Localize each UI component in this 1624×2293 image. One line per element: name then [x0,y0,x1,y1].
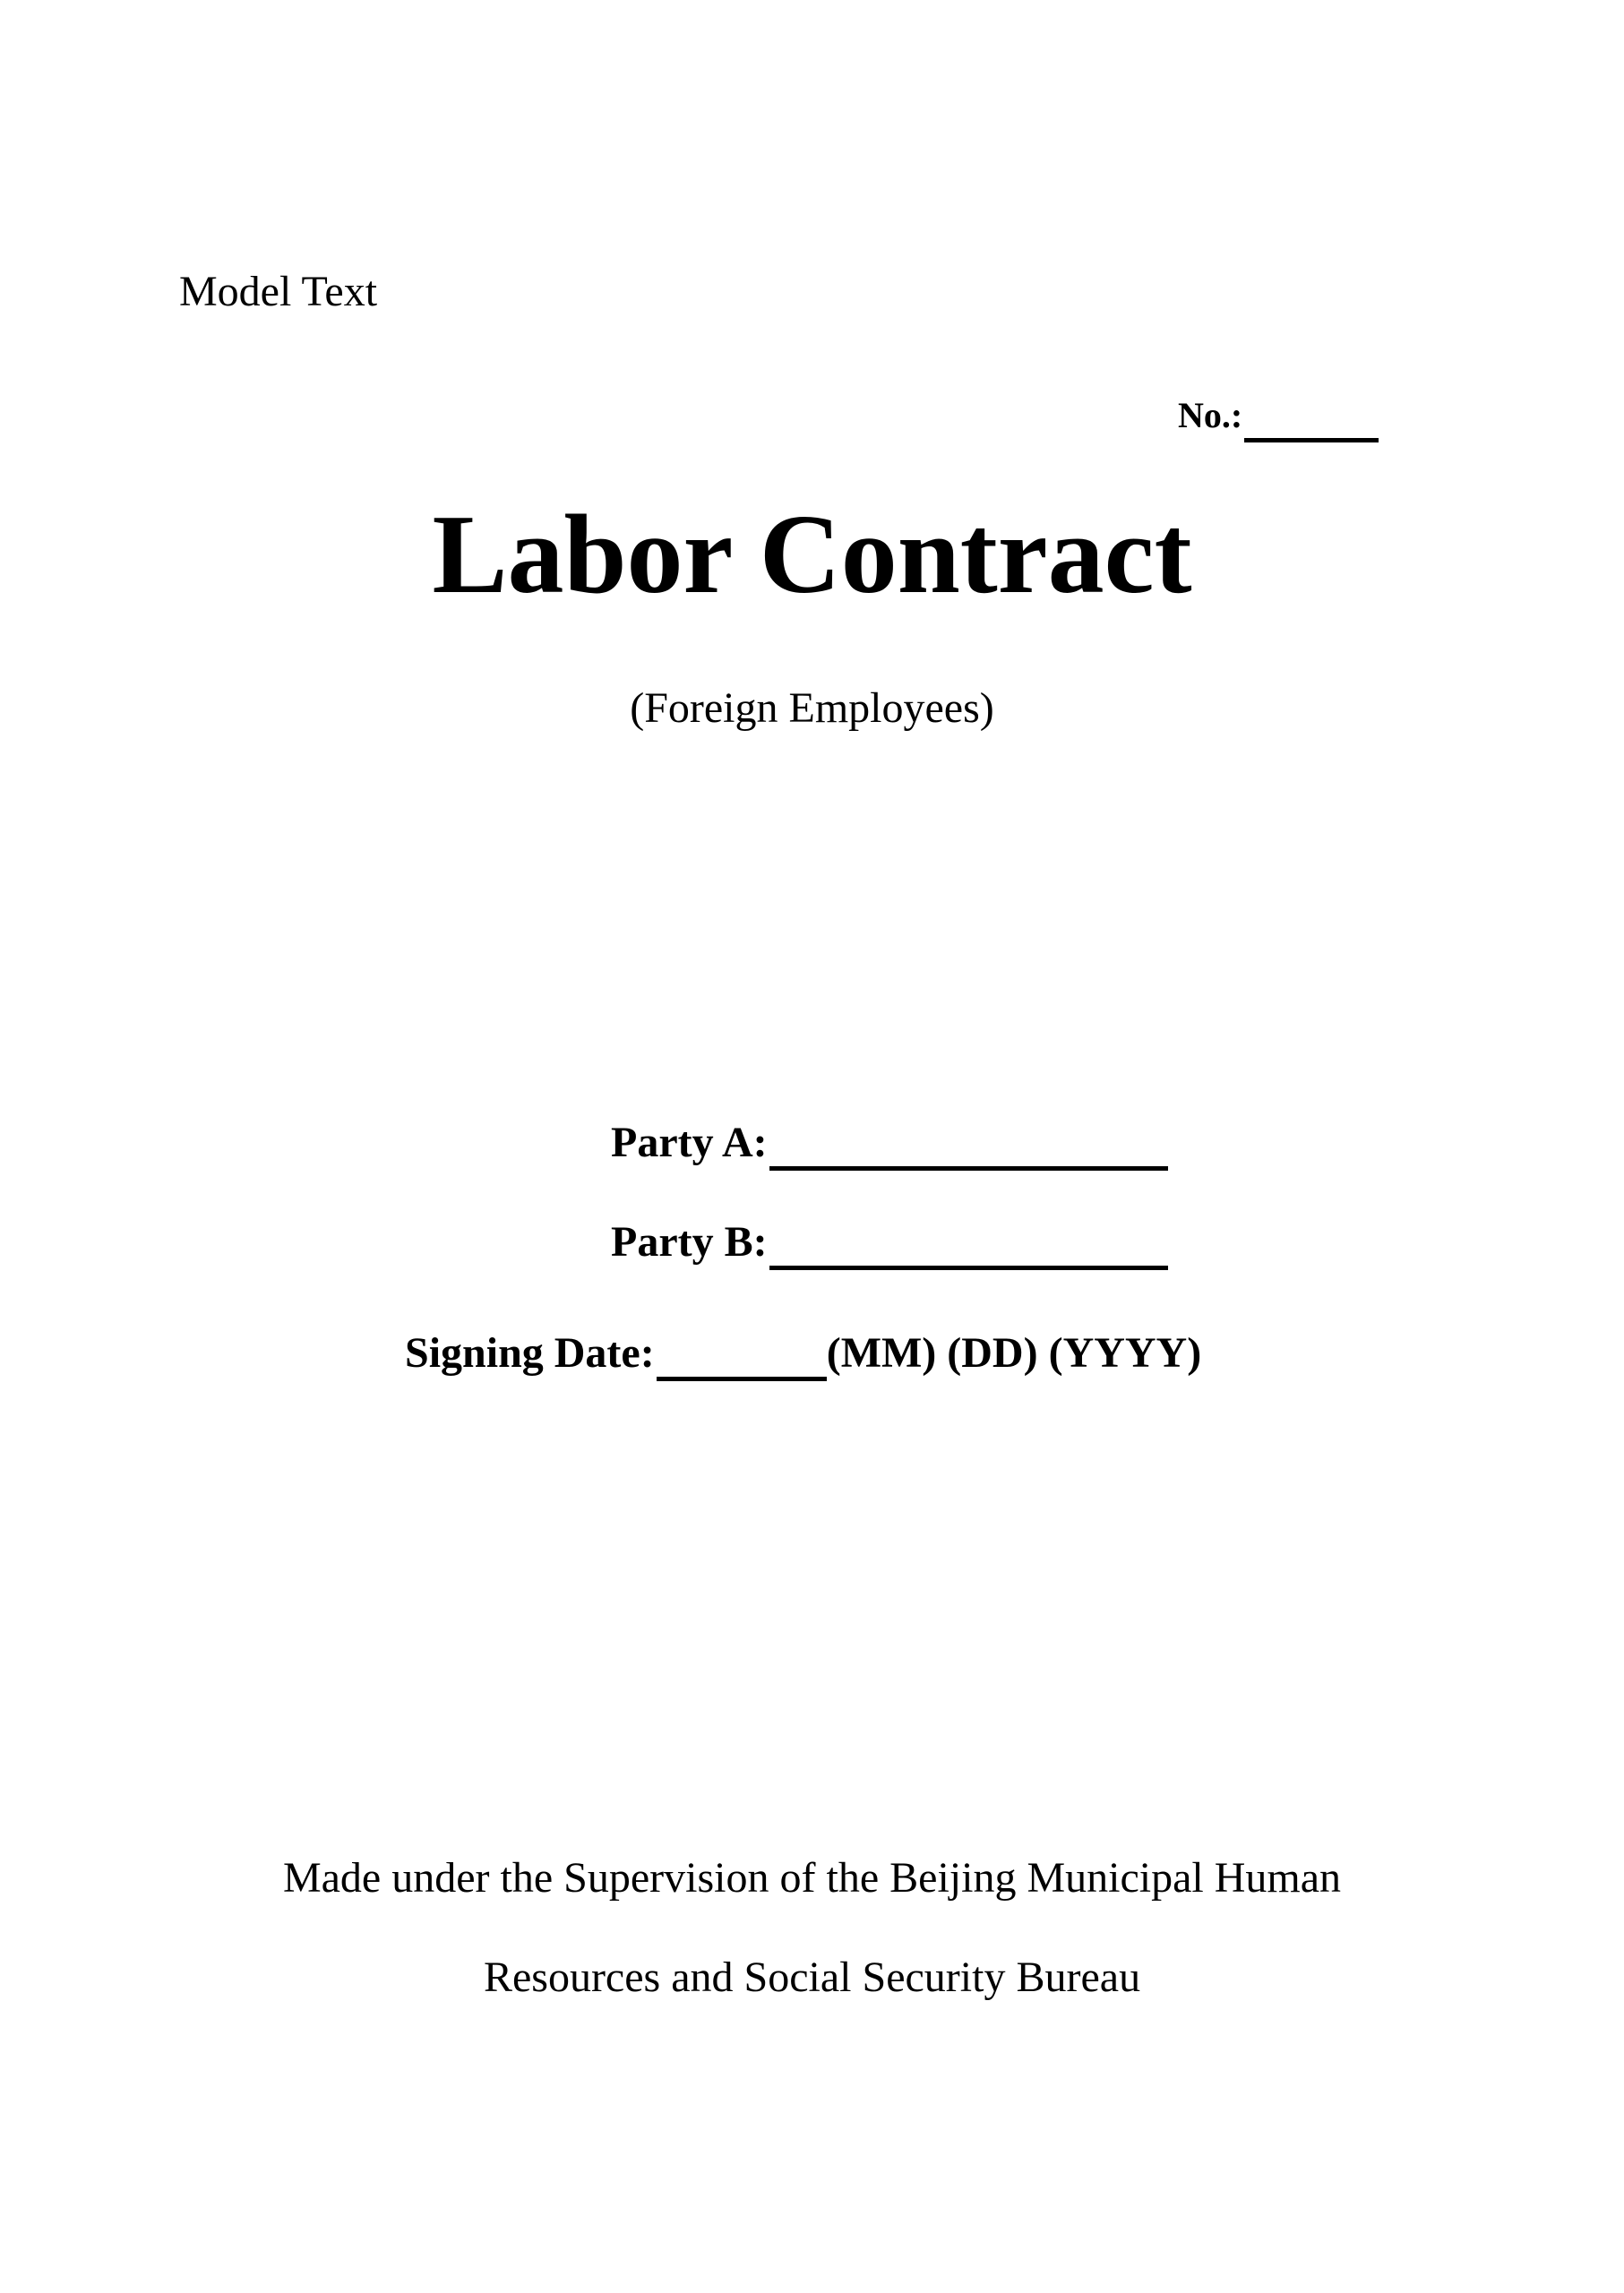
contract-number-label: No.: [1178,395,1243,435]
party-b-blank[interactable] [769,1224,1168,1270]
signing-date-label: Signing Date: [405,1329,655,1377]
signing-date-blank[interactable] [657,1330,827,1381]
party-a-label: Party A: [611,1119,768,1166]
supervision-note-line-1: Made under the Supervision of the Beijing Municipal Human [282,1854,1342,1902]
contract-number-field [1178,389,1379,442]
signing-date-format: (MM) (DD) (YYYY) [826,1329,1202,1377]
party-b-field [611,1215,1168,1270]
supervision-note-line-2: Resources and Social Security Bureau [483,1954,1141,2001]
signing-date-field [405,1326,1201,1381]
document-title: Labor Contract [432,493,1192,617]
party-b-label: Party B: [611,1218,768,1266]
model-text-label: Model Text [179,268,378,315]
contract-number-blank[interactable] [1244,397,1379,442]
party-a-field [611,1115,1168,1171]
document-subtitle: (Foreign Employees) [630,684,994,732]
party-a-blank[interactable] [769,1125,1168,1171]
